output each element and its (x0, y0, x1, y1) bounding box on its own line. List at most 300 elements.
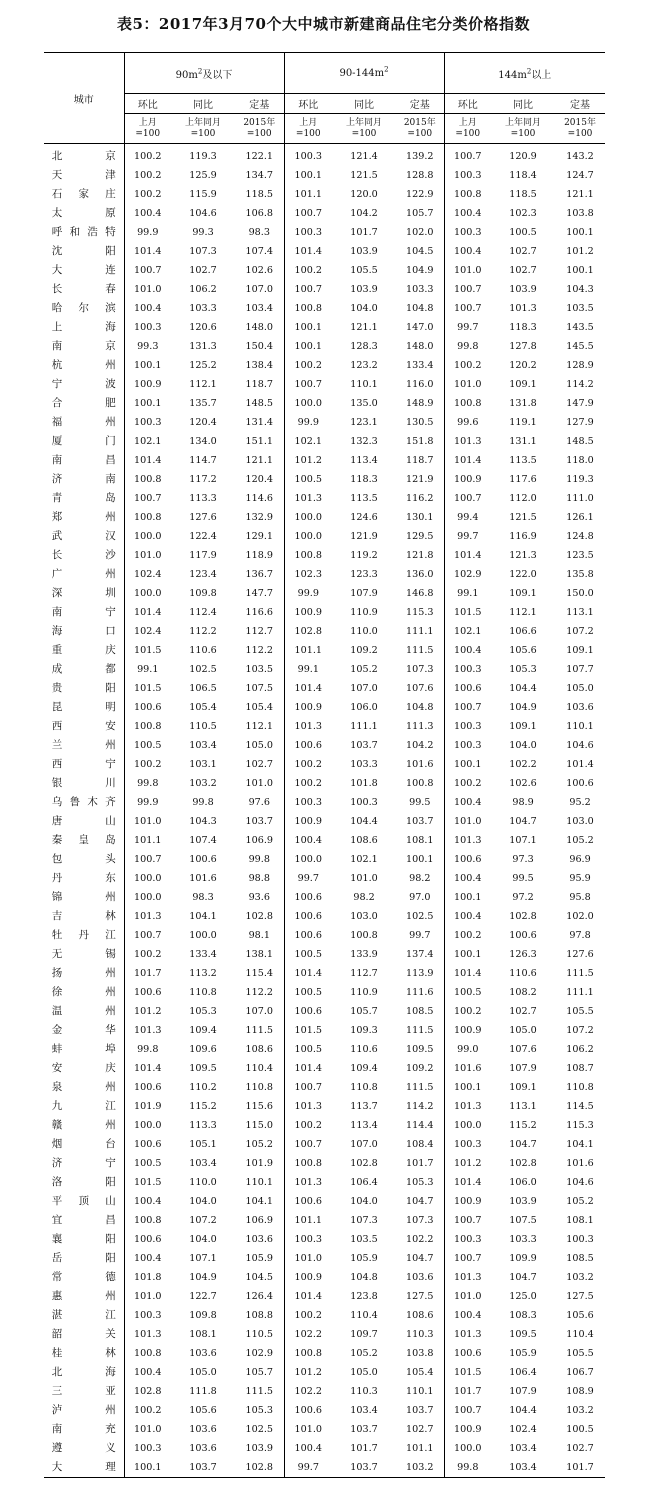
base-header-period: 上月 (458, 117, 477, 128)
table-row (44, 1230, 605, 1249)
index-value: 100.3 (454, 740, 482, 751)
index-value: 111.5 (396, 1078, 444, 1097)
city-name (44, 565, 124, 584)
index-value: 101.3 (294, 721, 323, 732)
index-value: 122.4 (189, 531, 217, 542)
index-value: 100.2 (134, 151, 162, 162)
index-value: 114.2 (396, 1097, 444, 1116)
index-value: 103.9 (235, 1439, 284, 1458)
index-value: 101.2 (454, 1158, 482, 1169)
index-value: 114.7 (189, 455, 217, 466)
index-value: 104.7 (396, 1249, 444, 1268)
index-value: 99.5 (512, 873, 534, 884)
city-name (44, 812, 124, 831)
index-value: 100.7 (454, 284, 482, 295)
table-row (44, 907, 605, 926)
index-value: 115.9 (189, 189, 217, 200)
index-value: 102.4 (509, 1424, 537, 1435)
index-value: 99.6 (457, 417, 479, 428)
city-name (44, 546, 124, 565)
index-value: 103.1 (189, 759, 217, 770)
index-value: 100.6 (134, 702, 162, 713)
index-value: 105.4 (189, 702, 217, 713)
sub-header: 同比 (171, 94, 235, 114)
index-value: 121.1 (235, 451, 284, 470)
index-value: 98.8 (235, 869, 284, 888)
city-name (44, 166, 124, 185)
index-value: 129.1 (235, 527, 284, 546)
index-value: 123.4 (189, 569, 217, 580)
city-name-text: 广州 (51, 568, 116, 580)
index-value: 104.6 (189, 208, 217, 219)
index-value: 123.8 (350, 1291, 378, 1302)
index-value: 100.2 (454, 778, 482, 789)
index-value: 113.9 (396, 964, 444, 983)
index-value: 100.6 (134, 987, 162, 998)
table-row (44, 926, 605, 945)
index-value: 100.2 (134, 170, 162, 181)
index-value: 100.7 (454, 1215, 482, 1226)
table-row (44, 812, 605, 831)
index-value: 139.2 (396, 144, 444, 167)
table-row (44, 736, 605, 755)
index-value: 101.4 (134, 246, 162, 257)
sub-header: 环比 (124, 94, 171, 114)
index-value: 103.7 (350, 740, 378, 751)
index-value: 131.3 (189, 341, 217, 352)
city-name (44, 223, 124, 242)
index-value: 100.4 (454, 1310, 482, 1321)
index-value: 119.1 (509, 417, 537, 428)
index-value: 100.2 (294, 1310, 323, 1321)
index-value: 99.9 (297, 417, 319, 428)
index-value: 102.8 (235, 907, 284, 926)
index-value: 106.2 (189, 284, 217, 295)
index-value: 105.9 (350, 1253, 378, 1264)
index-value: 104.3 (566, 284, 594, 295)
city-name-text: 岳阳 (51, 1252, 116, 1264)
city-name-text: 南充 (51, 1423, 116, 1435)
index-value: 107.3 (189, 246, 217, 257)
base-header-equals: =100 (351, 128, 377, 139)
index-value: 105.2 (235, 1135, 284, 1154)
table-row (44, 1306, 605, 1325)
city-name (44, 1116, 124, 1135)
city-name-text: 西宁 (51, 758, 116, 770)
index-value: 100.7 (454, 303, 482, 314)
index-value: 111.1 (566, 987, 594, 998)
index-value: 111.5 (396, 641, 444, 660)
index-value: 133.9 (350, 949, 378, 960)
index-value: 104.8 (396, 698, 444, 717)
index-value: 101.2 (134, 1006, 162, 1017)
index-value: 112.7 (235, 622, 284, 641)
city-name-text: 丹东 (51, 872, 116, 884)
index-value: 101.5 (454, 607, 482, 618)
city-name (44, 888, 124, 907)
index-value: 103.4 (189, 1158, 217, 1169)
index-value: 97.0 (396, 888, 444, 907)
table-row (44, 1002, 605, 1021)
city-name-text: 太原 (51, 207, 116, 219)
index-value: 111.3 (396, 717, 444, 736)
index-value: 102.9 (454, 569, 482, 580)
city-name (44, 584, 124, 603)
city-name (44, 394, 124, 413)
table-row (44, 793, 605, 812)
index-value: 101.3 (454, 1101, 482, 1112)
index-value: 148.9 (396, 394, 444, 413)
index-value: 100.1 (134, 398, 162, 409)
index-value: 135.7 (189, 398, 217, 409)
index-value: 103.4 (189, 740, 217, 751)
index-value: 103.2 (566, 1405, 594, 1416)
city-name (44, 413, 124, 432)
city-name (44, 622, 124, 641)
index-value: 101.7 (350, 1443, 378, 1454)
index-value: 108.5 (566, 1253, 594, 1264)
index-value: 105.3 (396, 1173, 444, 1192)
index-value: 151.8 (396, 432, 444, 451)
table-row (44, 356, 605, 375)
index-value: 107.0 (350, 683, 378, 694)
index-value: 122.7 (189, 1291, 217, 1302)
index-value: 101.4 (134, 607, 162, 618)
table-row (44, 546, 605, 565)
base-header (396, 114, 444, 144)
index-value: 100.5 (454, 987, 482, 998)
index-value: 108.3 (509, 1310, 537, 1321)
sub-header: 定基 (396, 94, 444, 114)
table-row (44, 831, 605, 850)
index-value: 110.1 (350, 379, 378, 390)
base-header-period: 2015年 (403, 117, 436, 128)
index-value: 100.7 (454, 1405, 482, 1416)
base-header (124, 114, 171, 144)
index-value: 138.4 (235, 356, 284, 375)
city-name-text: 无锡 (51, 948, 116, 960)
index-value: 101.4 (454, 550, 482, 561)
index-value: 100.5 (134, 1158, 162, 1169)
index-value: 103.5 (566, 303, 594, 314)
table-row (44, 622, 605, 641)
index-value: 107.0 (235, 1002, 284, 1021)
index-value: 105.5 (566, 1348, 594, 1359)
index-value: 110.1 (235, 1173, 284, 1192)
index-value: 104.7 (509, 1139, 537, 1150)
index-value: 101.9 (134, 1101, 162, 1112)
city-name-text: 牡丹江 (51, 929, 116, 941)
table-row (44, 1040, 605, 1059)
city-name-text: 蚌埠 (51, 1043, 116, 1055)
index-value: 100.6 (294, 930, 323, 941)
city-name-text: 石家庄 (51, 188, 116, 200)
city-name (44, 489, 124, 508)
price-index-table (44, 52, 605, 1478)
index-value: 101.7 (134, 968, 162, 979)
index-value: 103.7 (332, 1458, 396, 1478)
index-value: 100.8 (396, 774, 444, 793)
city-name-text: 扬州 (51, 967, 116, 979)
index-value: 101.5 (134, 683, 162, 694)
table-row (44, 508, 605, 527)
index-value: 105.9 (509, 1348, 537, 1359)
index-value: 111.0 (566, 493, 594, 504)
base-header-equals: =100 (135, 128, 161, 139)
index-value: 101.4 (294, 968, 323, 979)
index-value: 110.5 (235, 1325, 284, 1344)
index-value: 101.4 (134, 455, 162, 466)
index-value: 100.1 (134, 360, 162, 371)
index-value: 151.1 (235, 432, 284, 451)
index-value: 99.4 (457, 512, 479, 523)
index-value: 146.8 (396, 584, 444, 603)
table-row (44, 1059, 605, 1078)
index-value: 100.3 (454, 721, 482, 732)
index-value: 100.9 (294, 607, 323, 618)
index-value: 113.4 (350, 1120, 378, 1131)
index-value: 102.9 (235, 1344, 284, 1363)
index-value: 119.2 (350, 550, 378, 561)
city-name-text: 惠州 (51, 1290, 116, 1302)
index-value: 100.8 (134, 721, 162, 732)
city-name (44, 1211, 124, 1230)
index-value: 100.4 (454, 645, 482, 656)
index-value: 148.5 (235, 394, 284, 413)
index-value: 104.0 (350, 303, 378, 314)
index-value: 101.5 (454, 1367, 482, 1378)
city-name (44, 1306, 124, 1325)
index-value: 104.2 (350, 208, 378, 219)
city-name-text: 兰州 (51, 739, 116, 751)
index-value: 110.6 (509, 968, 537, 979)
index-value: 111.5 (235, 1382, 284, 1401)
city-name (44, 1078, 124, 1097)
index-value: 100.6 (134, 1082, 162, 1093)
index-value: 103.9 (350, 246, 378, 257)
base-header-period: 2015年 (243, 117, 276, 128)
index-value: 102.2 (509, 759, 537, 770)
index-value: 104.1 (235, 1192, 284, 1211)
city-name-text: 哈尔滨 (51, 302, 116, 314)
index-value: 111.8 (189, 1386, 217, 1397)
index-value: 101.0 (134, 816, 162, 827)
index-value: 100.6 (134, 1234, 162, 1245)
table-row (44, 1249, 605, 1268)
index-value: 104.7 (396, 1192, 444, 1211)
base-header (332, 114, 396, 144)
index-value: 99.7 (457, 531, 479, 542)
table-row (44, 698, 605, 717)
index-value: 115.6 (235, 1097, 284, 1116)
index-value: 105.3 (189, 1006, 217, 1017)
index-value: 108.6 (235, 1040, 284, 1059)
index-value: 124.8 (566, 531, 594, 542)
index-value: 112.2 (235, 983, 284, 1002)
table-row (44, 1458, 605, 1478)
city-name (44, 717, 124, 736)
index-value: 130.1 (396, 508, 444, 527)
index-value: 100.0 (454, 1120, 482, 1131)
sub-header: 环比 (284, 94, 332, 114)
city-name-text: 南京 (51, 340, 116, 352)
index-value: 100.5 (294, 987, 323, 998)
index-value: 143.5 (566, 322, 594, 333)
table-row (44, 1078, 605, 1097)
base-header (171, 114, 235, 144)
index-value: 100.6 (294, 1196, 323, 1207)
index-value: 104.8 (396, 299, 444, 318)
city-name (44, 508, 124, 527)
index-value: 134.7 (235, 166, 284, 185)
table-row (44, 144, 605, 167)
index-value: 100.8 (134, 1348, 162, 1359)
index-value: 108.6 (350, 835, 378, 846)
index-value: 99.1 (457, 588, 479, 599)
index-value: 100.3 (134, 1443, 162, 1454)
index-value: 132.3 (350, 436, 378, 447)
index-value: 104.8 (350, 1272, 378, 1283)
city-name (44, 736, 124, 755)
city-name-text: 温州 (51, 1005, 116, 1017)
index-value: 110.0 (189, 1177, 217, 1188)
index-value: 124.7 (566, 170, 594, 181)
index-value: 101.4 (294, 1291, 323, 1302)
table-row (44, 603, 605, 622)
index-value: 127.6 (189, 512, 217, 523)
city-name-text: 武汉 (51, 530, 116, 542)
index-value: 107.9 (350, 588, 378, 599)
index-value: 100.7 (134, 930, 162, 941)
index-value: 109.1 (509, 1082, 537, 1093)
city-name (44, 1268, 124, 1287)
index-value: 113.1 (509, 1101, 537, 1112)
city-name-text: 北京 (51, 150, 116, 162)
city-name-text: 大连 (51, 264, 116, 276)
index-value: 105.0 (509, 1025, 537, 1036)
index-value: 111.1 (396, 622, 444, 641)
city-name-text: 郑州 (51, 511, 116, 523)
table-row (44, 375, 605, 394)
index-value: 101.7 (555, 1458, 605, 1478)
city-name (44, 451, 124, 470)
index-value: 100.4 (454, 911, 482, 922)
table-row (44, 242, 605, 261)
index-value: 102.1 (134, 436, 162, 447)
city-name-text: 天津 (51, 169, 116, 181)
index-value: 109.7 (350, 1329, 378, 1340)
index-value: 104.5 (235, 1268, 284, 1287)
index-value: 100.1 (294, 170, 323, 181)
index-value: 128.3 (350, 341, 378, 352)
index-value: 118.3 (509, 322, 537, 333)
table-row (44, 1097, 605, 1116)
table-row (44, 1154, 605, 1173)
index-value: 103.5 (235, 660, 284, 679)
index-value: 107.6 (396, 679, 444, 698)
index-value: 122.0 (509, 569, 537, 580)
index-value: 103.8 (396, 1344, 444, 1363)
index-value: 100.8 (294, 303, 323, 314)
base-header-period: 上月 (138, 117, 157, 128)
index-value: 114.4 (396, 1116, 444, 1135)
index-value: 113.2 (189, 968, 217, 979)
index-value: 113.5 (350, 493, 378, 504)
city-name (44, 1097, 124, 1116)
table-row (44, 1420, 605, 1439)
index-value: 100.6 (294, 911, 323, 922)
table-row (44, 584, 605, 603)
index-value: 98.2 (396, 869, 444, 888)
base-header-equals: =100 (510, 128, 536, 139)
index-value: 99.8 (235, 850, 284, 869)
index-value: 101.4 (294, 246, 323, 257)
index-value: 114.6 (235, 489, 284, 508)
table-row (44, 717, 605, 736)
index-value: 106.0 (350, 702, 378, 713)
city-name-text: 成都 (51, 663, 116, 675)
index-value: 99.7 (457, 322, 479, 333)
table-row (44, 1287, 605, 1306)
index-value: 100.0 (294, 512, 323, 523)
index-value: 102.7 (509, 265, 537, 276)
index-value: 113.4 (350, 455, 378, 466)
sub-header: 同比 (332, 94, 396, 114)
index-value: 100.0 (134, 1120, 162, 1131)
index-value: 121.3 (509, 550, 537, 561)
index-value: 103.9 (509, 1196, 537, 1207)
city-name-text: 遵义 (51, 1442, 116, 1454)
index-value: 101.4 (134, 1063, 162, 1074)
index-value: 143.2 (566, 151, 594, 162)
index-value: 99.9 (137, 797, 159, 808)
index-value: 96.9 (569, 854, 591, 865)
city-name (44, 793, 124, 812)
index-value: 109.1 (509, 588, 537, 599)
index-value: 105.0 (350, 1367, 378, 1378)
table-row (44, 1021, 605, 1040)
index-value: 115.2 (509, 1120, 537, 1131)
index-value: 118.9 (235, 546, 284, 565)
index-value: 105.1 (189, 1139, 217, 1150)
index-value: 100.0 (189, 930, 217, 941)
index-value: 100.8 (134, 1215, 162, 1226)
index-value: 103.4 (235, 299, 284, 318)
index-value: 100.3 (294, 151, 323, 162)
index-value: 102.8 (350, 1158, 378, 1169)
group-header-small: $90m^2$及以下 (124, 53, 284, 94)
table-row (44, 1173, 605, 1192)
index-value: 100.8 (134, 512, 162, 523)
index-value: 102.7 (509, 246, 537, 257)
city-name-text: 常德 (51, 1271, 116, 1283)
table-row (44, 1268, 605, 1287)
index-value: 107.3 (396, 1211, 444, 1230)
index-value: 101.3 (294, 1177, 323, 1188)
index-value: 100.1 (566, 227, 594, 238)
table-row (44, 1382, 605, 1401)
index-value: 134.0 (189, 436, 217, 447)
index-value: 99.3 (137, 341, 159, 352)
city-name (44, 1002, 124, 1021)
index-value: 100.9 (454, 474, 482, 485)
index-value: 97.2 (512, 892, 534, 903)
table-row (44, 223, 605, 242)
index-value: 104.5 (396, 242, 444, 261)
city-name (44, 1344, 124, 1363)
city-name (44, 1059, 124, 1078)
city-name-text: 海口 (51, 625, 116, 637)
